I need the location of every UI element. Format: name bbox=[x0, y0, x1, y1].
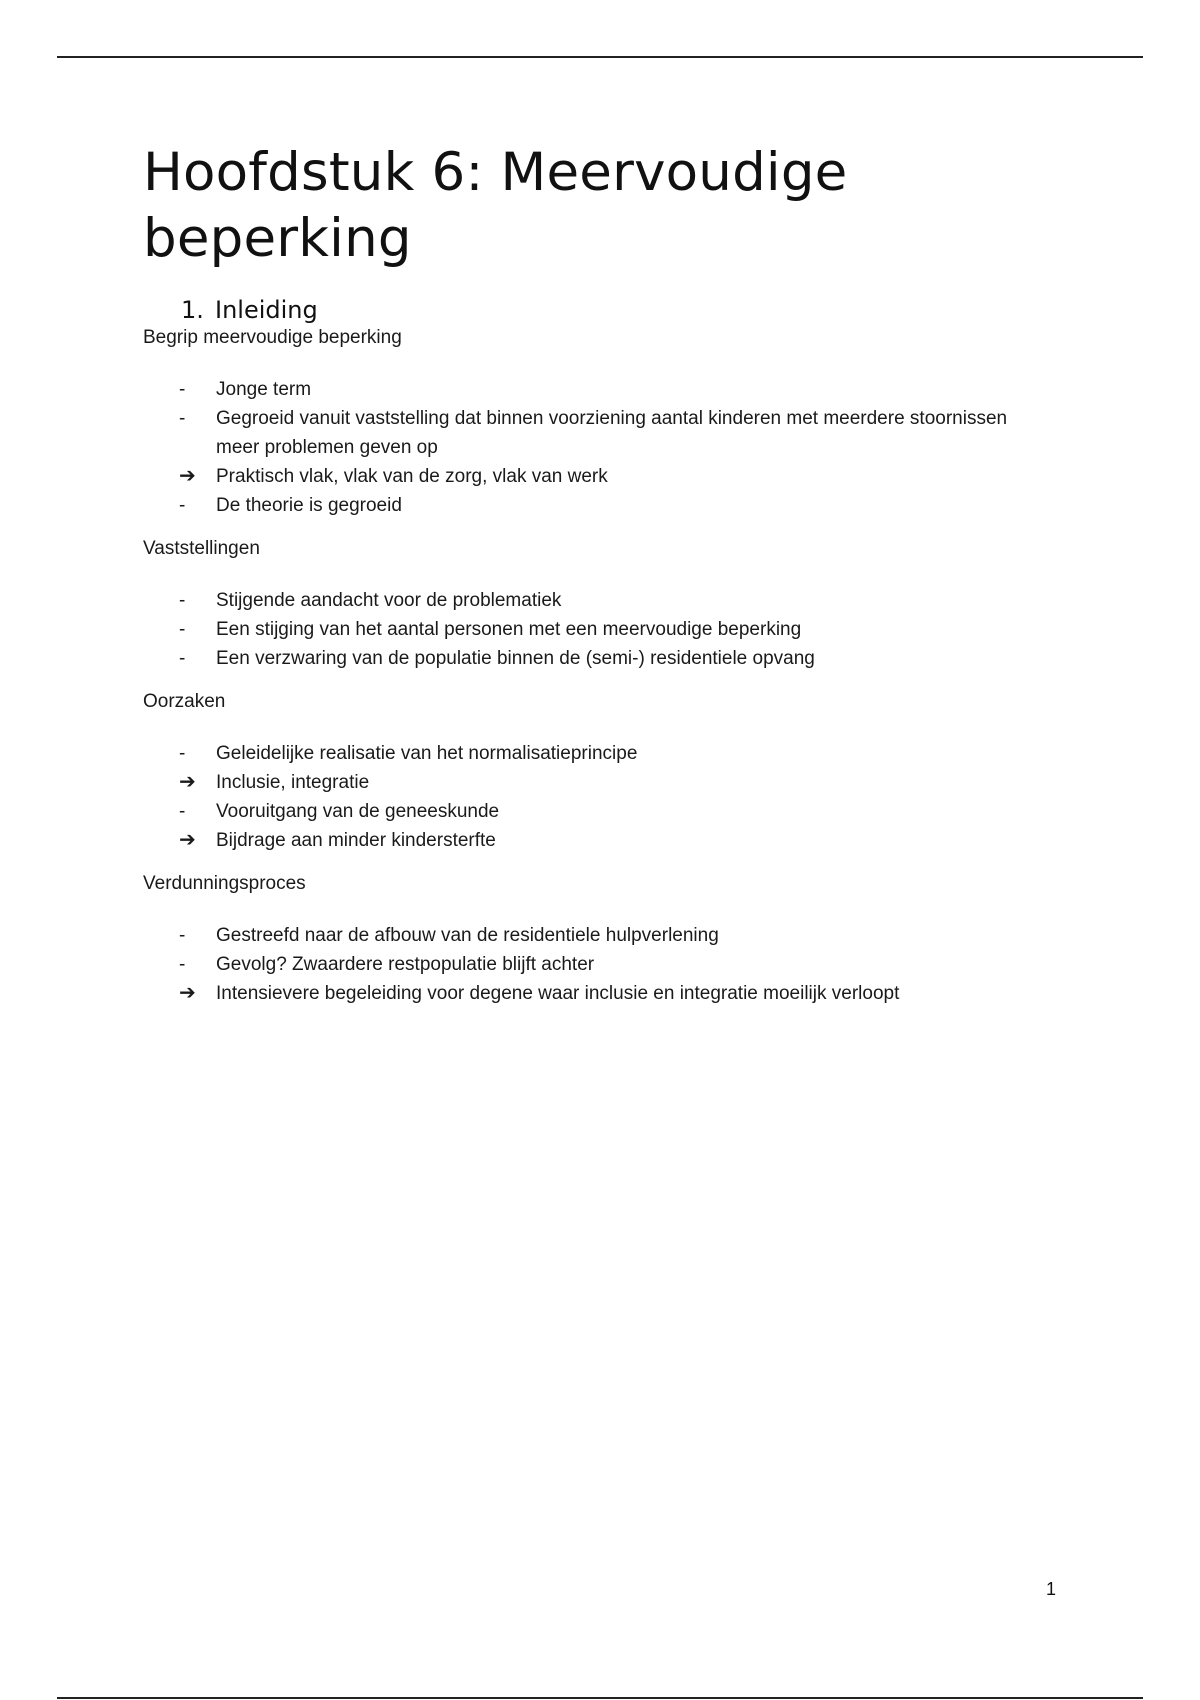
bullet-list bbox=[143, 586, 1043, 673]
document-title: Hoofdstuk 6: Meervoudige beperking bbox=[143, 142, 848, 269]
page-number: 1 bbox=[1046, 1579, 1057, 1599]
list-item-text: Geleidelijke realisatie van het normalisatieprincipe bbox=[216, 743, 638, 764]
arrow-icon: ➔ bbox=[179, 829, 196, 851]
subheading: Begrip meervoudige beperking bbox=[143, 327, 402, 348]
bullet-list bbox=[143, 921, 1043, 1008]
content-blocks bbox=[143, 325, 1043, 1008]
list-item bbox=[143, 768, 1043, 797]
list-item bbox=[143, 615, 1043, 644]
dash-bullet: - bbox=[179, 801, 186, 822]
dash-bullet: - bbox=[179, 743, 186, 764]
dash-bullet: - bbox=[179, 590, 186, 611]
list-item bbox=[143, 950, 1043, 979]
dash-bullet: - bbox=[179, 495, 186, 516]
list-item bbox=[143, 739, 1043, 768]
list-item bbox=[143, 826, 1043, 855]
list-item bbox=[143, 462, 1043, 491]
section-heading bbox=[181, 295, 1043, 325]
arrow-icon: ➔ bbox=[179, 982, 196, 1004]
list-item bbox=[143, 979, 1043, 1008]
list-item-text: Een stijging van het aantal personen met een meervoudige beperking bbox=[216, 619, 802, 640]
subheading: Vaststellingen bbox=[143, 538, 260, 559]
dash-bullet: - bbox=[179, 408, 186, 429]
dash-bullet: - bbox=[179, 648, 186, 669]
list-item bbox=[143, 921, 1043, 950]
list-item-text: Gegroeid vanuit vaststelling dat binnen voorziening aantal kinderen met meerdere stoornissen meer problemen geven op bbox=[216, 408, 1008, 458]
dash-bullet: - bbox=[179, 379, 186, 400]
list-item bbox=[143, 586, 1043, 615]
bullet-list bbox=[143, 375, 1043, 520]
list-item-text: De theorie is gegroeid bbox=[216, 495, 402, 516]
list-item-text: Bijdrage aan minder kindersterfte bbox=[216, 830, 496, 851]
list-item-text: Intensievere begeleiding voor degene waar inclusie en integratie moeilijk verloopt bbox=[216, 983, 900, 1004]
list-item bbox=[143, 404, 1043, 462]
list-item bbox=[143, 644, 1043, 673]
dash-bullet: - bbox=[179, 925, 186, 946]
list-item bbox=[143, 491, 1043, 520]
footer-rule bbox=[57, 1697, 1143, 1699]
arrow-icon: ➔ bbox=[179, 465, 196, 487]
list-item-text: Gestreefd naar de afbouw van de residentiele hulpverlening bbox=[216, 925, 719, 946]
list-item-text: Inclusie, integratie bbox=[216, 772, 370, 793]
section-number: 1. bbox=[181, 296, 204, 324]
list-item-text: Jonge term bbox=[216, 379, 312, 400]
list-item-text: Praktisch vlak, vlak van de zorg, vlak van werk bbox=[216, 466, 608, 487]
bullet-list bbox=[143, 739, 1043, 855]
dash-bullet: - bbox=[179, 619, 186, 640]
section-label: Inleiding bbox=[215, 296, 318, 324]
list-item-text: Stijgende aandacht voor de problematiek bbox=[216, 590, 562, 611]
list-item-text: Gevolg? Zwaardere restpopulatie blijft achter bbox=[216, 954, 595, 975]
dash-bullet: - bbox=[179, 954, 186, 975]
subheading: Oorzaken bbox=[143, 691, 226, 712]
list-item-text: Vooruitgang van de geneeskunde bbox=[216, 801, 500, 822]
arrow-icon: ➔ bbox=[179, 771, 196, 793]
header-rule bbox=[57, 56, 1143, 58]
page-content bbox=[143, 140, 1043, 1008]
list-item bbox=[143, 797, 1043, 826]
subheading: Verdunningsproces bbox=[143, 873, 306, 894]
list-item-text: Een verzwaring van de populatie binnen de (semi-) residentiele opvang bbox=[216, 648, 815, 669]
list-item bbox=[143, 375, 1043, 404]
